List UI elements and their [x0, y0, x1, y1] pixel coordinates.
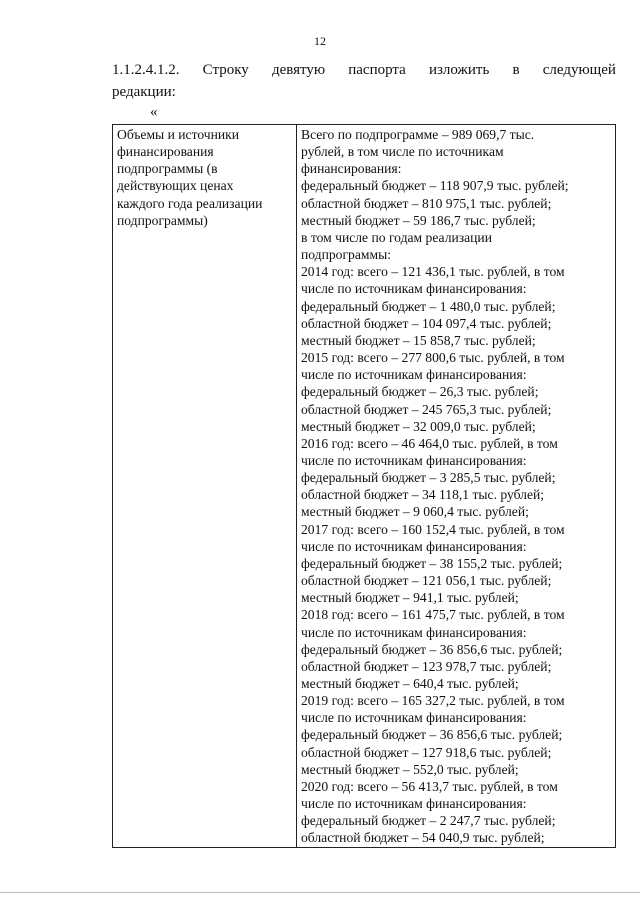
row-label-cell: [113, 125, 297, 848]
intro-word: девятую: [271, 62, 326, 78]
value-line: числе по источникам финансирования:: [301, 281, 527, 297]
intro-word: паспорта: [348, 62, 406, 78]
value-line: местный бюджет – 640,4 тыс. рублей;: [301, 676, 519, 691]
value-line: областной бюджет – 245 765,3 тыс. рублей;: [301, 401, 552, 417]
value-line: 2018 год: всего – 161 475,7 тыс. рублей, в том: [301, 607, 565, 623]
value-line: местный бюджет – 941,1 тыс. рублей;: [301, 590, 519, 606]
row-value-cell: [297, 125, 616, 848]
value-line: 2016 год: всего – 46 464,0 тыс. рублей, в том: [301, 435, 558, 451]
value-line: областной бюджет – 127 918,6 тыс. рублей;: [301, 744, 552, 760]
value-line: федеральный бюджет – 1 480,0 тыс. рублей;: [301, 298, 556, 314]
clause-number: 1.1.2.4.1.2.: [112, 62, 180, 78]
value-line: федеральный бюджет – 36 856,6 тыс. рублей;: [301, 727, 563, 743]
value-line: числе по источникам финансирования:: [301, 624, 527, 640]
intro-word: изложить: [428, 62, 490, 78]
value-line: 2020 год: всего – 56 413,7 тыс. рублей, в том: [301, 778, 558, 794]
label-line: подпрограммы): [117, 212, 208, 228]
passport-table: [112, 124, 616, 848]
value-line: федеральный бюджет – 26,3 тыс. рублей;: [301, 384, 539, 400]
intro-continuation: редакции:: [112, 84, 176, 100]
page-number: 12: [314, 34, 326, 48]
value-line: местный бюджет – 32 009,0 тыс. рублей;: [301, 418, 536, 434]
value-line: областной бюджет – 54 040,9 тыс. рублей;: [301, 830, 545, 846]
value-line: федеральный бюджет – 2 247,7 тыс. рублей;: [301, 813, 556, 829]
value-line: федеральный бюджет – 3 285,5 тыс. рублей;: [301, 470, 556, 486]
label-line: финансирования: [117, 144, 214, 160]
intro-paragraph: [112, 58, 616, 82]
value-line: Всего по подпрограмме – 989 069,7 тыс.: [301, 127, 535, 142]
label-line: Объемы и источники: [117, 127, 240, 142]
label-line: каждого года реализации: [117, 195, 263, 211]
value-line: в том числе по годам реализации: [301, 229, 492, 245]
value-line: 2014 год: всего – 121 436,1 тыс. рублей, в том: [301, 264, 565, 280]
value-line: федеральный бюджет – 38 155,2 тыс. рублей;: [301, 555, 563, 571]
value-line: числе по источникам финансирования:: [301, 710, 527, 726]
value-line: местный бюджет – 552,0 тыс. рублей;: [301, 761, 519, 777]
value-line: местный бюджет – 9 060,4 тыс. рублей;: [301, 504, 529, 520]
value-line: числе по источникам финансирования:: [301, 538, 527, 554]
intro-word: следующей: [542, 62, 616, 78]
value-line: областной бюджет – 34 118,1 тыс. рублей;: [301, 487, 545, 503]
value-line: числе по источникам финансирования:: [301, 796, 527, 812]
value-line: числе по источникам финансирования:: [301, 367, 527, 383]
table-row: [113, 125, 616, 848]
value-line: 2017 год: всего – 160 152,4 тыс. рублей, в том: [301, 521, 565, 537]
value-line: федеральный бюджет – 36 856,6 тыс. рублей;: [301, 641, 563, 657]
value-line: областной бюджет – 123 978,7 тыс. рублей;: [301, 658, 552, 674]
label-line: подпрограммы (в: [117, 161, 218, 177]
value-line: областной бюджет – 104 097,4 тыс. рублей;: [301, 315, 552, 331]
label-line: действующих ценах: [117, 178, 234, 194]
value-line: 2015 год: всего – 277 800,6 тыс. рублей, в том: [301, 350, 565, 366]
value-line: областной бюджет – 121 056,1 тыс. рублей;: [301, 573, 552, 589]
page-bottom-divider: [0, 892, 640, 893]
value-line: местный бюджет – 59 186,7 тыс. рублей;: [301, 212, 536, 228]
value-line: 2019 год: всего – 165 327,2 тыс. рублей, в том: [301, 693, 565, 709]
value-line: рублей, в том числе по источникам: [301, 144, 504, 160]
value-line: местный бюджет – 15 858,7 тыс. рублей;: [301, 332, 536, 348]
intro-word: в: [512, 62, 520, 78]
opening-quote: «: [150, 104, 158, 120]
intro-word: Строку: [202, 62, 249, 78]
value-line: финансирования:: [301, 161, 402, 177]
value-line: подпрограммы:: [301, 247, 391, 263]
value-line: областной бюджет – 810 975,1 тыс. рублей;: [301, 195, 552, 211]
value-line: федеральный бюджет – 118 907,9 тыс. рублей;: [301, 178, 569, 194]
value-line: числе по источникам финансирования:: [301, 452, 527, 468]
